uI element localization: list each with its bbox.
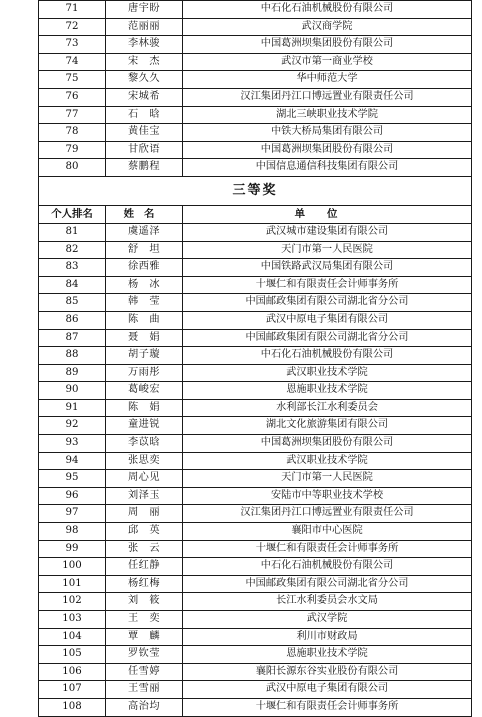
unit-cell: 天门市第一人民医院 [183, 241, 472, 259]
table-row [39, 159, 472, 177]
table-row [39, 347, 472, 365]
table-row [39, 628, 472, 646]
unit-cell: 十堰仁和有限责任会计师事务所 [183, 698, 472, 716]
table-row [39, 435, 472, 453]
rank-cell: 108 [39, 698, 106, 716]
rank-cell: 100 [39, 558, 106, 576]
table-row [39, 71, 472, 89]
table-row [39, 452, 472, 470]
unit-cell: 长江水利委员会水文局 [183, 593, 472, 611]
table-row [39, 18, 472, 36]
document-page [38, 0, 471, 717]
name-cell: 徐西雅 [106, 259, 183, 277]
rank-cell: 81 [39, 223, 106, 241]
table-row [39, 141, 472, 159]
rank-cell: 79 [39, 141, 106, 159]
table-row [39, 611, 472, 629]
table-row [39, 124, 472, 142]
rank-cell: 99 [39, 540, 106, 558]
unit-cell: 武汉职业技术学院 [183, 452, 472, 470]
name-cell: 邱 英 [106, 523, 183, 541]
rank-cell: 88 [39, 347, 106, 365]
table-row [39, 399, 472, 417]
table-row [39, 1, 472, 19]
rank-cell: 95 [39, 470, 106, 488]
table-row [39, 311, 472, 329]
unit-cell: 十堰仁和有限责任会计师事务所 [183, 540, 472, 558]
rank-cell: 94 [39, 452, 106, 470]
name-cell: 蔡鹏程 [106, 159, 183, 177]
unit-cell: 利川市财政局 [183, 628, 472, 646]
third-prize-rows [39, 223, 472, 716]
table-row [39, 241, 472, 259]
table-row [39, 681, 472, 699]
name-cell: 陈 曲 [106, 311, 183, 329]
table-row [39, 663, 472, 681]
table-row [39, 505, 472, 523]
table-row [39, 259, 472, 277]
name-cell: 王雪丽 [106, 681, 183, 699]
table-row [39, 382, 472, 400]
name-cell: 周心见 [106, 470, 183, 488]
rank-cell: 78 [39, 124, 106, 142]
table-row [39, 575, 472, 593]
name-cell: 刘泽玉 [106, 487, 183, 505]
table-row [39, 294, 472, 312]
name-cell: 李苡晗 [106, 435, 183, 453]
table-row [39, 223, 472, 241]
rank-cell: 76 [39, 88, 106, 106]
award-table [38, 0, 472, 717]
unit-cell: 湖北三峡职业技术学院 [183, 106, 472, 124]
unit-cell: 武汉商学院 [183, 18, 472, 36]
unit-cell: 武汉中原电子集团有限公司 [183, 311, 472, 329]
name-cell: 高治均 [106, 698, 183, 716]
name-cell: 韩 莹 [106, 294, 183, 312]
unit-cell: 武汉中原电子集团有限公司 [183, 681, 472, 699]
section-title-row [39, 176, 472, 205]
section-title: 三等奖 [39, 176, 472, 205]
table-header-row [39, 205, 472, 223]
rank-cell: 101 [39, 575, 106, 593]
unit-cell: 中国邮政集团有限公司湖北省分公司 [183, 294, 472, 312]
name-cell: 李林骏 [106, 36, 183, 54]
table-row [39, 364, 472, 382]
rank-cell: 87 [39, 329, 106, 347]
rank-cell: 97 [39, 505, 106, 523]
name-cell: 宋城希 [106, 88, 183, 106]
header-rank: 个人排名 [39, 205, 106, 223]
name-cell: 任红静 [106, 558, 183, 576]
name-cell: 张思奕 [106, 452, 183, 470]
name-cell: 杨 冰 [106, 276, 183, 294]
unit-cell: 中国葛洲坝集团股份有限公司 [183, 141, 472, 159]
unit-cell: 中石化石油机械股份有限公司 [183, 347, 472, 365]
unit-cell: 中国铁路武汉局集团有限公司 [183, 259, 472, 277]
name-cell: 罗钦莹 [106, 646, 183, 664]
rank-cell: 86 [39, 311, 106, 329]
unit-cell: 武汉城市建设集团有限公司 [183, 223, 472, 241]
unit-cell: 汉江集团丹江口博远置业有限责任公司 [183, 88, 472, 106]
unit-cell: 恩施职业技术学院 [183, 382, 472, 400]
rank-cell: 83 [39, 259, 106, 277]
rank-cell: 75 [39, 71, 106, 89]
name-cell: 童进锐 [106, 417, 183, 435]
unit-cell: 中国葛洲坝集团股份有限公司 [183, 435, 472, 453]
rank-cell: 98 [39, 523, 106, 541]
name-cell: 刘 筱 [106, 593, 183, 611]
rank-cell: 71 [39, 1, 106, 19]
rank-cell: 85 [39, 294, 106, 312]
rank-cell: 92 [39, 417, 106, 435]
table-row [39, 276, 472, 294]
name-cell: 黎久久 [106, 71, 183, 89]
table-row [39, 470, 472, 488]
rank-cell: 77 [39, 106, 106, 124]
table-row [39, 646, 472, 664]
table-row [39, 540, 472, 558]
unit-cell: 汉江集团丹江口博远置业有限责任公司 [183, 505, 472, 523]
name-cell: 张 云 [106, 540, 183, 558]
name-cell: 舒 坦 [106, 241, 183, 259]
name-cell: 甘欣语 [106, 141, 183, 159]
rank-cell: 105 [39, 646, 106, 664]
rank-cell: 91 [39, 399, 106, 417]
name-cell: 石 晗 [106, 106, 183, 124]
table-row [39, 487, 472, 505]
unit-cell: 天门市第一人民医院 [183, 470, 472, 488]
unit-cell: 华中师范大学 [183, 71, 472, 89]
name-cell: 黄佳宝 [106, 124, 183, 142]
rank-cell: 84 [39, 276, 106, 294]
unit-cell: 襄阳市中心医院 [183, 523, 472, 541]
rank-cell: 73 [39, 36, 106, 54]
name-cell: 任雪婷 [106, 663, 183, 681]
unit-cell: 十堰仁和有限责任会计师事务所 [183, 276, 472, 294]
rank-cell: 104 [39, 628, 106, 646]
rank-cell: 74 [39, 53, 106, 71]
third-prize-section [39, 176, 472, 223]
unit-cell: 中国邮政集团有限公司湖北省分公司 [183, 329, 472, 347]
table-row [39, 523, 472, 541]
name-cell: 宋 杰 [106, 53, 183, 71]
table-row [39, 593, 472, 611]
name-cell: 王 奕 [106, 611, 183, 629]
rank-cell: 103 [39, 611, 106, 629]
unit-cell: 中铁大桥局集团有限公司 [183, 124, 472, 142]
name-cell: 葛峻宏 [106, 382, 183, 400]
header-unit: 单位 [183, 205, 472, 223]
unit-cell: 中石化石油机械股份有限公司 [183, 558, 472, 576]
rank-cell: 96 [39, 487, 106, 505]
table-row [39, 53, 472, 71]
rank-cell: 106 [39, 663, 106, 681]
name-cell: 周 丽 [106, 505, 183, 523]
unit-cell: 中石化石油机械股份有限公司 [183, 1, 472, 19]
table-row [39, 417, 472, 435]
name-cell: 覃 麟 [106, 628, 183, 646]
name-cell: 唐宇盼 [106, 1, 183, 19]
header-name: 姓名 [106, 205, 183, 223]
rank-cell: 89 [39, 364, 106, 382]
unit-cell: 武汉学院 [183, 611, 472, 629]
unit-cell: 襄阳长源东谷实业股份有限公司 [183, 663, 472, 681]
table-row [39, 698, 472, 716]
rank-cell: 80 [39, 159, 106, 177]
name-cell: 胡子璇 [106, 347, 183, 365]
name-cell: 聂 娟 [106, 329, 183, 347]
unit-cell: 恩施职业技术学院 [183, 646, 472, 664]
rank-cell: 82 [39, 241, 106, 259]
table-row [39, 329, 472, 347]
unit-cell: 武汉职业技术学院 [183, 364, 472, 382]
name-cell: 陈 娟 [106, 399, 183, 417]
unit-cell: 中国信息通信科技集团有限公司 [183, 159, 472, 177]
unit-cell: 中国葛洲坝集团股份有限公司 [183, 36, 472, 54]
table-row [39, 106, 472, 124]
rank-cell: 72 [39, 18, 106, 36]
name-cell: 虞遥泽 [106, 223, 183, 241]
rank-cell: 102 [39, 593, 106, 611]
table-row [39, 88, 472, 106]
unit-cell: 水利部长江水利委员会 [183, 399, 472, 417]
name-cell: 万雨彤 [106, 364, 183, 382]
table-row [39, 558, 472, 576]
unit-cell: 武汉市第一商业学校 [183, 53, 472, 71]
second-prize-rows [39, 1, 472, 177]
unit-cell: 安陆市中等职业技术学校 [183, 487, 472, 505]
name-cell: 杨红梅 [106, 575, 183, 593]
table-row [39, 36, 472, 54]
name-cell: 范丽丽 [106, 18, 183, 36]
rank-cell: 90 [39, 382, 106, 400]
unit-cell: 中国邮政集团有限公司湖北省分公司 [183, 575, 472, 593]
rank-cell: 93 [39, 435, 106, 453]
rank-cell: 107 [39, 681, 106, 699]
unit-cell: 湖北文化旅游集团有限公司 [183, 417, 472, 435]
